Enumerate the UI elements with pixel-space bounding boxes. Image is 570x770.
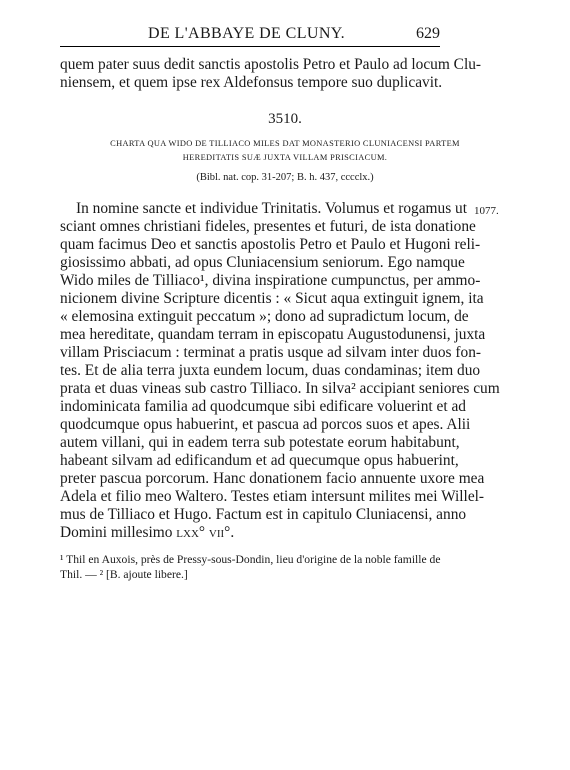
footnote-line: Thil. — ² [B. ajoute libere.] xyxy=(60,568,188,581)
date-prefix: Domini millesimo xyxy=(60,524,177,541)
charter-title-line: CHARTA QUA WIDO DE TILLIACO MILES DAT MONASTERIO CLUNIACENSI PARTEM xyxy=(110,139,460,148)
text-line: villam Prisciacum : terminat a pratis usque ad silvam inter duos fon- xyxy=(60,344,482,361)
page-number: 629 xyxy=(416,25,440,42)
text-line: quodcumque opus habuerint, et pascua ad porcos suos et apes. Alii xyxy=(60,416,471,433)
text-line-date xyxy=(60,524,234,542)
text-line: indominicata familia ad quodcumque sibi edificare voluerint et ad xyxy=(60,398,467,415)
text-line: mea hereditate, quandam terram in episcopatu Augustodunensi, juxta xyxy=(60,326,486,343)
date-year: lxx° vii°. xyxy=(176,524,235,541)
text-line: preter pascua porcorum. Hanc donationem facio annuente uxore mea xyxy=(60,470,485,487)
running-head xyxy=(60,26,440,47)
text-line: sciant omnes christiani fideles, presentes et futuri, de ista donatione xyxy=(60,218,476,235)
text-line: Wido miles de Tilliaco¹, divina inspiratione cumpunctus, per ammo- xyxy=(60,272,481,289)
text-line: autem villani, qui in eadem terra sub potestate eorum habitabunt, xyxy=(60,434,460,451)
text-line: In nomine sancte et individue Trinitatis. Volumus et rogamus ut xyxy=(76,200,468,217)
text-line: niensem, et quem ipse rex Aldefonsus tempore suo duplicavit. xyxy=(60,74,443,91)
text-line: Adela et filio meo Waltero. Testes etiam intersunt milites mei Willel- xyxy=(60,488,485,505)
text-line: quam facimus Deo et sanctis apostolis Petro et Paulo et Hugoni reli- xyxy=(60,236,481,253)
text-line: tes. Et de alia terra juxta eundem locum, duas condaminas; item duo xyxy=(60,362,481,379)
charter-number: 3510. xyxy=(268,111,302,127)
source-reference: (Bibl. nat. cop. 31-207; B. h. 437, cccclx.) xyxy=(196,172,374,183)
running-title: DE L'ABBAYE DE CLUNY. xyxy=(148,25,346,42)
text-line: prata et duas vineas sub castro Tilliaco. In silva² accipiant seniores cum xyxy=(60,380,500,397)
text-line: giosissimo abbati, ad opus Cluniacensium seniorum. Ego namque xyxy=(60,254,465,271)
margin-date: 1077. xyxy=(474,205,499,217)
text-line: « elemosina extinguit peccatum »; dono ad supradictum locum, de xyxy=(60,308,469,325)
charter-title-line: HEREDITATIS SUÆ JUXTA VILLAM PRISCIACUM. xyxy=(182,153,388,162)
text-line: mus de Tilliaco et Hugo. Factum est in capitulo Cluniacensi, anno xyxy=(60,506,467,523)
text-line: habeant silvam ad edificandum et ad quecumque opus habuerint, xyxy=(60,452,459,469)
text-line: nicionem divine Scripture dicentis : « Sicut aqua extinguit ignem, ita xyxy=(60,290,484,307)
text-line: quem pater suus dedit sanctis apostolis Petro et Paulo ad locum Clu- xyxy=(60,56,482,73)
footnote-line: ¹ Thil en Auxois, près de Pressy-sous-Dondin, lieu d'origine de la noble famille de xyxy=(60,553,441,566)
